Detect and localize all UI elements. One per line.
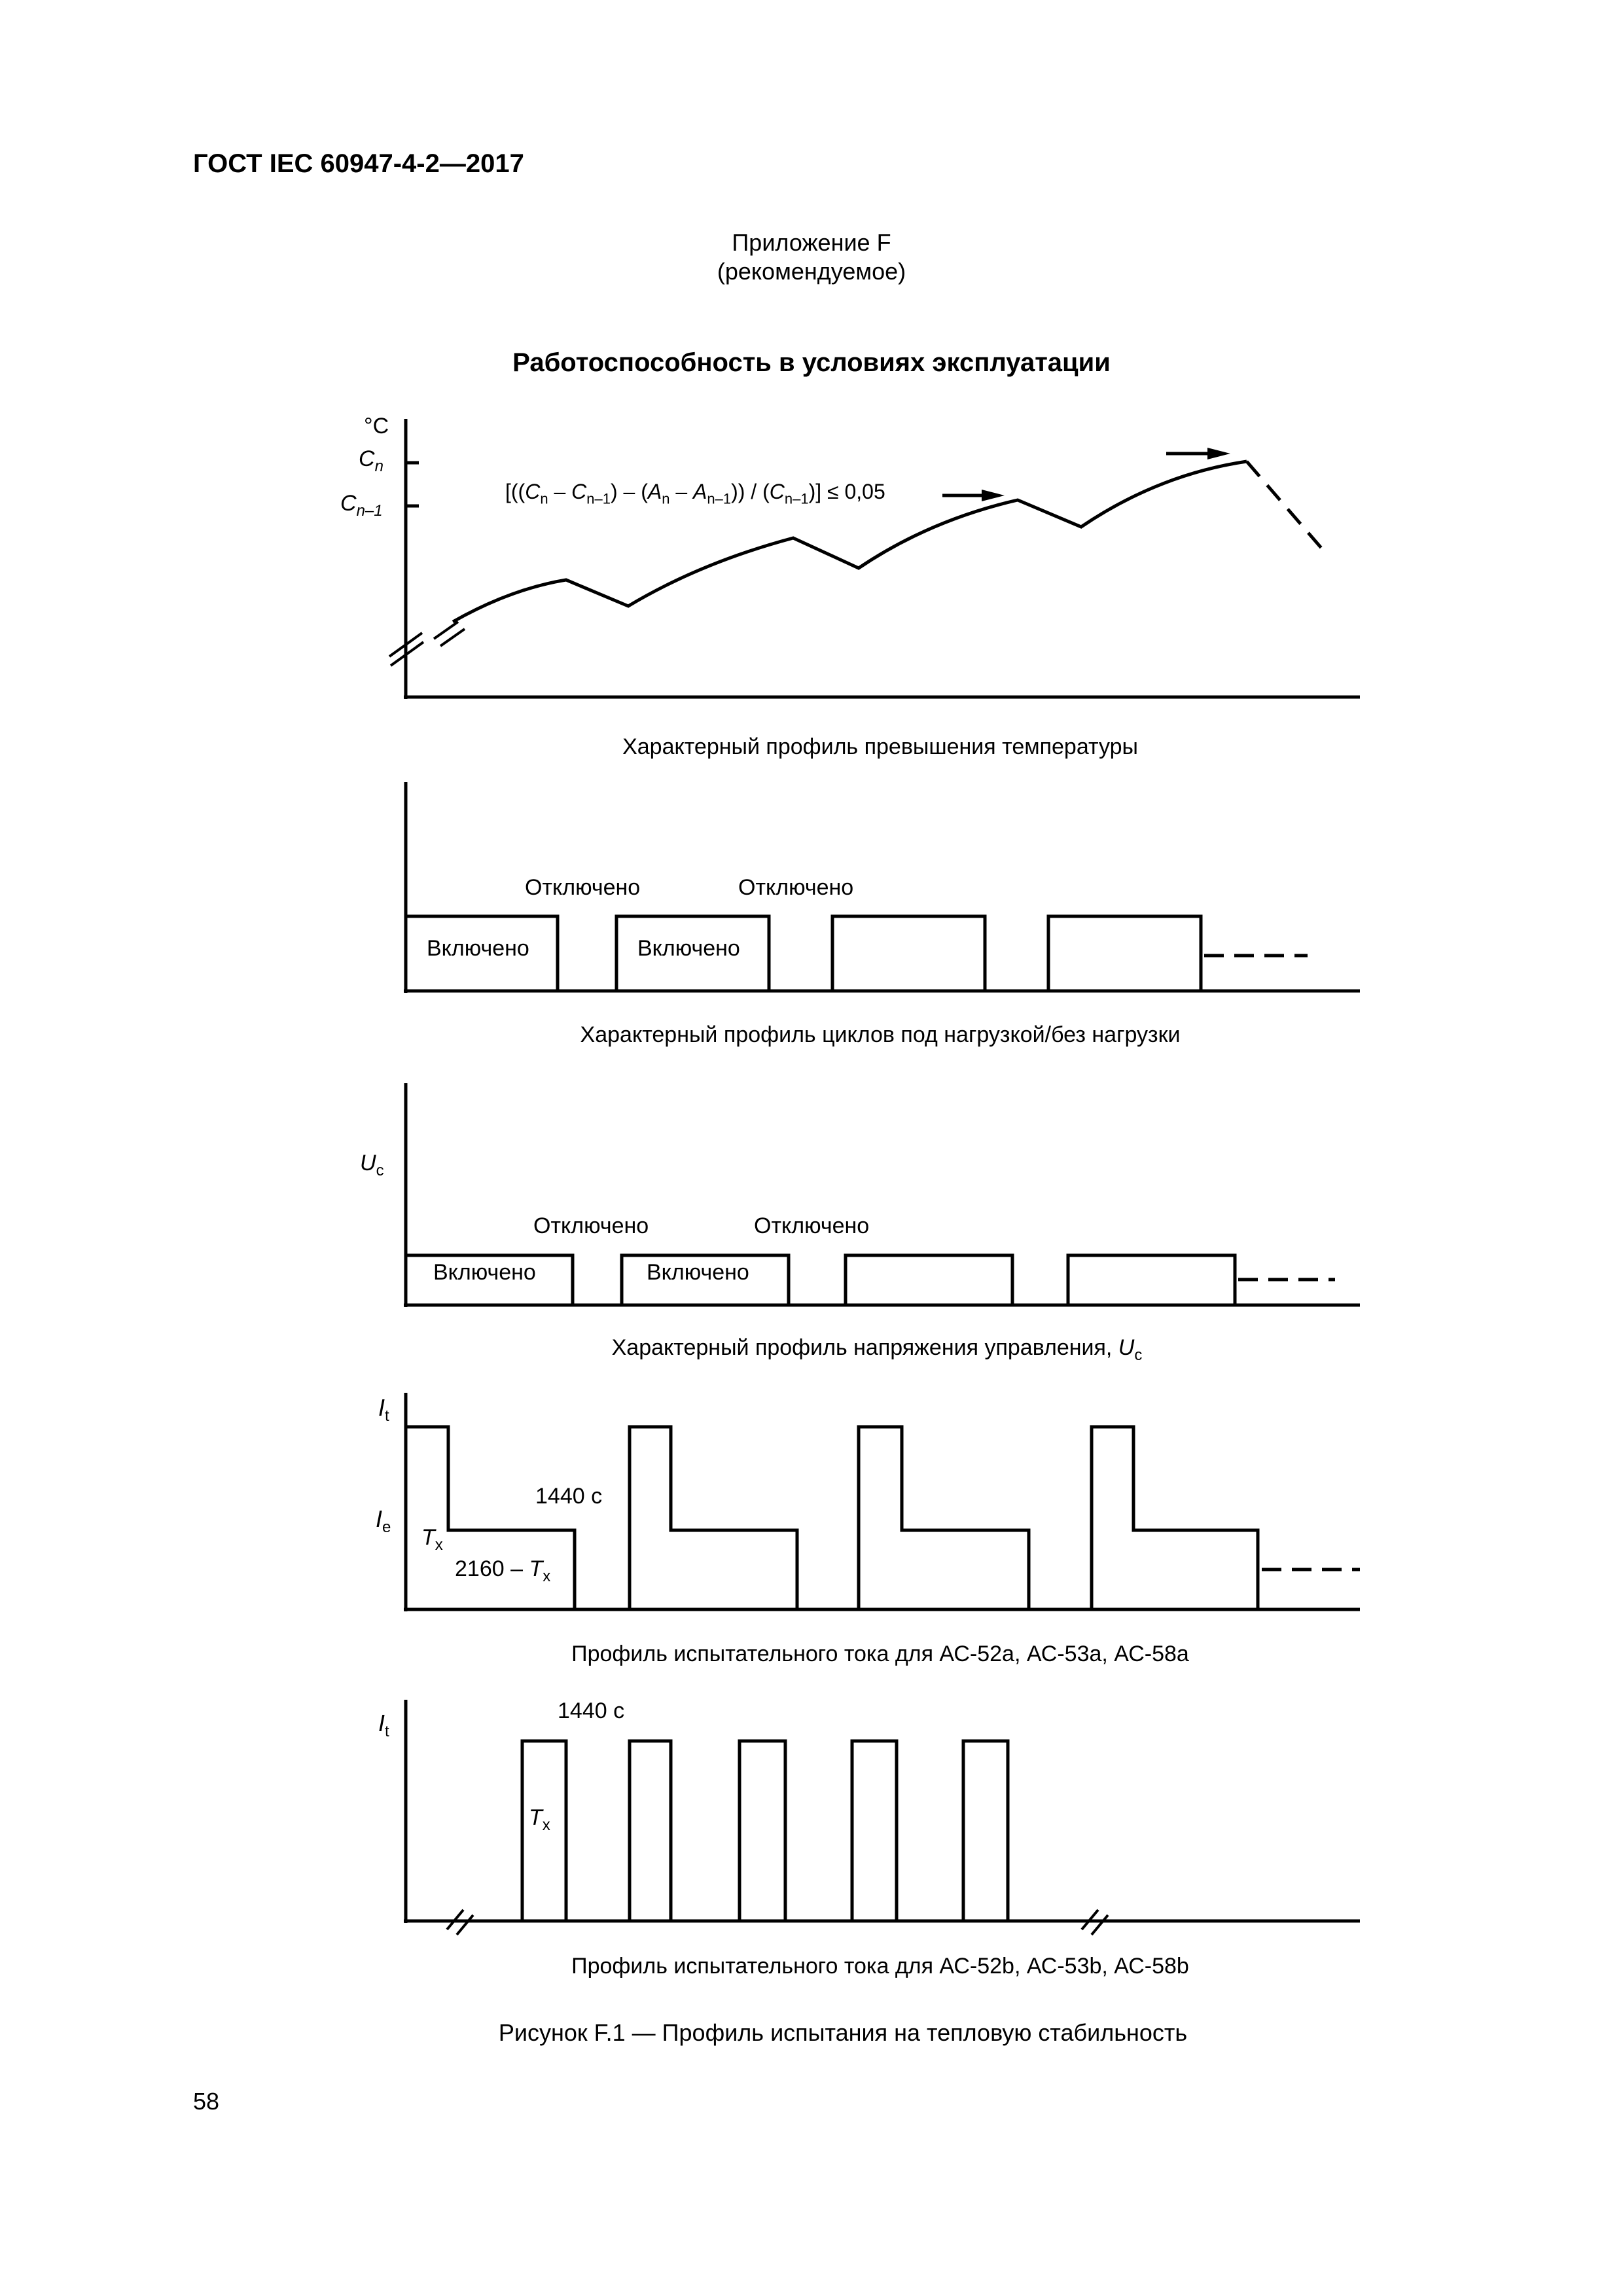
chart1-label-cn1: $C_{n-1}$ (340, 491, 383, 520)
chart1-trend-arrowhead (1207, 448, 1230, 459)
figure-caption: Рисунок F.1 — Профиль испытания на тепловую стабильность (498, 2019, 1188, 2046)
page-number: 58 (193, 2088, 220, 2115)
chart3-control-voltage (404, 1083, 1360, 1307)
document-header: ГОСТ IEC 60947-4-2—2017 (193, 149, 524, 178)
chart3-caption: Характерный профиль напряжения управления, $U_c$ (611, 1335, 1143, 1364)
chart5-break-mark (457, 1915, 473, 1935)
chart4-label-period: 1440 с (535, 1484, 603, 1509)
chart1-formula: $[((C_n - C_{n-1}) - (A_n - A_{n-1})) / (C_{n-1})] \le 0,05$ (505, 480, 885, 507)
chart5-caption: Профиль испытательного тока для АС-52b, АС-53b, АС-58b (571, 1954, 1189, 1979)
annex-title: Приложение F (732, 229, 891, 256)
chart3-label-on-1: Включено (433, 1260, 536, 1285)
chart4-label-rest: $2160 - T_x$ (455, 1556, 551, 1585)
chart1-label-cn: $C_n$ (359, 446, 383, 475)
chart3-label-off-1: Отключено (533, 1213, 649, 1238)
chart4-label-it: $I_t$ (378, 1394, 389, 1426)
annex-status: (рекомендуемое) (717, 258, 906, 285)
chart5-label-period: 1440 с (558, 1698, 625, 1723)
chart5-label-it: $I_t$ (378, 1710, 389, 1741)
chart5-current-profile (522, 1741, 1008, 1921)
chart3-label-off-2: Отключено (754, 1213, 870, 1238)
chart3-y-label: $U_c$ (360, 1151, 384, 1179)
chart1-cooling-dashed (1247, 461, 1329, 556)
chart2-label-on-2: Включено (637, 936, 740, 961)
chart1-formula-arrowhead (982, 490, 1005, 501)
section-heading: Работоспособность в условиях эксплуатации (512, 348, 1111, 377)
chart1-caption: Характерный профиль превышения температуры (622, 734, 1138, 759)
chart4-label-tx: $T_x$ (421, 1525, 443, 1554)
chart2-label-off-1: Отключено (525, 875, 641, 900)
chart5-label-tx: $T_x$ (529, 1805, 550, 1834)
chart2-label-off-2: Отключено (738, 875, 854, 900)
chart1-y-unit: °C (364, 414, 389, 439)
chart2-caption: Характерный профиль циклов под нагрузкой/без нагрузки (580, 1022, 1181, 1047)
chart4-label-ie: $I_e$ (376, 1505, 391, 1537)
chart2-label-on-1: Включено (427, 936, 529, 961)
chart4-caption: Профиль испытательного тока для АС-52а, АС-53а, АС-58а (571, 1641, 1189, 1666)
chart3-label-on-2: Включено (647, 1260, 749, 1285)
chart1-temperature-profile (389, 419, 1360, 699)
chart5-break-mark (1092, 1915, 1108, 1935)
